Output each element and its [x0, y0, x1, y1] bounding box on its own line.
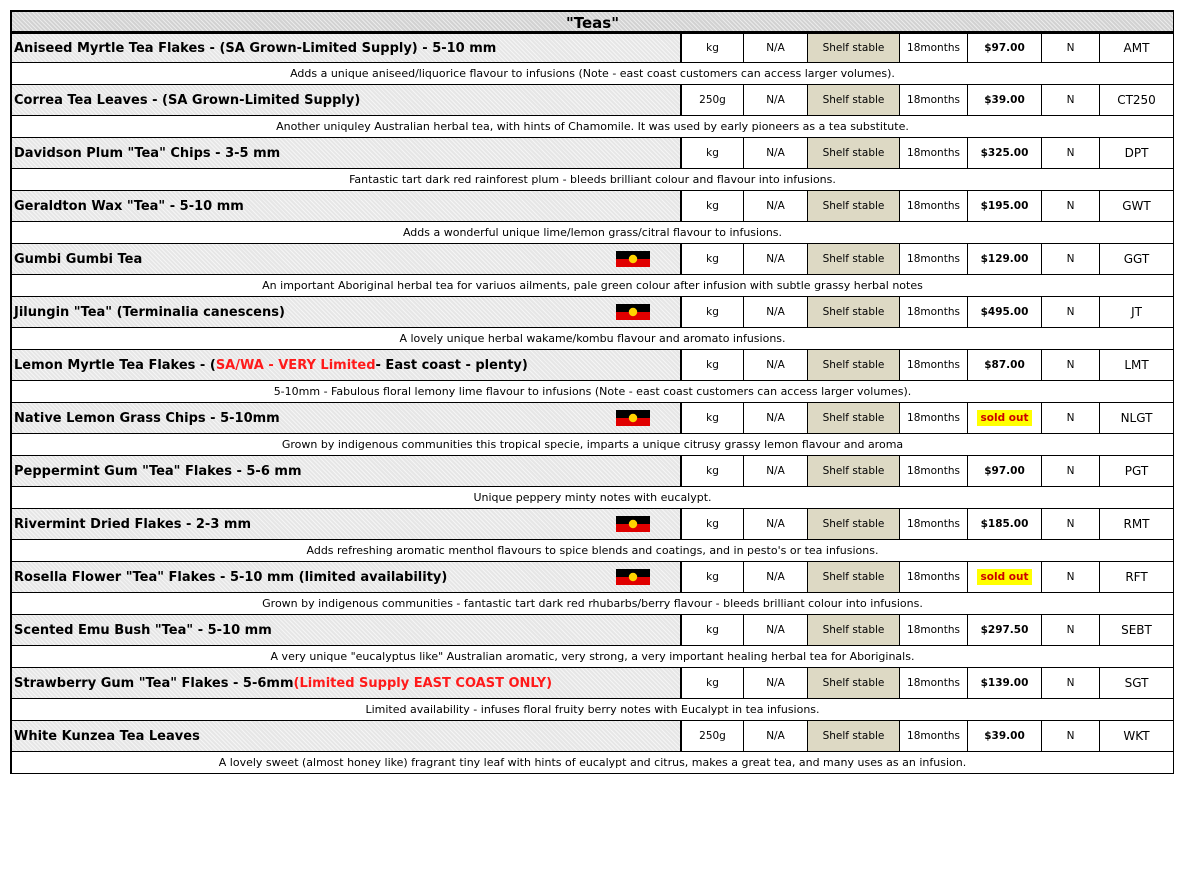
product-name: Geraldton Wax "Tea" - 5-10 mm	[14, 198, 244, 214]
n-cell: N	[1042, 615, 1100, 645]
product-row	[12, 403, 1174, 434]
price-cell	[968, 297, 1042, 327]
unit-cell: kg	[682, 34, 744, 62]
product-description: Grown by indigenous communities - fantastic tart dark red rhubarbs/berry flavour - bleeds brilliant colour into infusions.	[12, 593, 1174, 615]
product-description: Unique peppery minty notes with eucalypt.	[12, 487, 1174, 509]
product-name: Aniseed Myrtle Tea Flakes - (SA Grown-Limited Supply) - 5-10 mm	[14, 40, 497, 56]
product-description: Limited availability - infuses floral fruity berry notes with Eucalypt in tea infusions.	[12, 699, 1174, 721]
product-code-cell: CT250	[1100, 85, 1174, 115]
storage-cell: Shelf stable	[808, 456, 900, 486]
product-row	[12, 562, 1174, 593]
price-value: $297.50	[980, 624, 1029, 636]
na-cell: N/A	[744, 34, 808, 62]
storage-cell: Shelf stable	[808, 562, 900, 592]
product-code-cell: DPT	[1100, 138, 1174, 168]
shelf-life-cell: 18months	[900, 34, 968, 62]
na-cell: N/A	[744, 350, 808, 380]
price-value: $97.00	[984, 42, 1025, 54]
product-name: Rosella Flower "Tea" Flakes - 5-10 mm (limited availability)	[14, 569, 448, 585]
price-value: $39.00	[984, 730, 1025, 742]
storage-cell: Shelf stable	[808, 615, 900, 645]
product-code-cell: WKT	[1100, 721, 1174, 751]
product-description: 5-10mm - Fabulous floral lemony lime flavour to infusions (Note - east coast customers can access larger volumes).	[12, 381, 1174, 403]
product-name: Native Lemon Grass Chips - 5-10mm	[14, 410, 280, 426]
product-code-cell: SGT	[1100, 668, 1174, 698]
aboriginal-flag-icon	[616, 304, 650, 320]
product-name-cell	[12, 34, 682, 62]
product-name: Correa Tea Leaves - (SA Grown-Limited Supply)	[14, 92, 361, 108]
product-description: A lovely sweet (almost honey like) fragrant tiny leaf with hints of eucalypt and citrus, makes a great tea, and many uses as an infusion.	[12, 752, 1174, 774]
price-value: $195.00	[980, 200, 1029, 212]
product-name: Lemon Myrtle Tea Flakes - (	[14, 357, 216, 373]
n-cell: N	[1042, 509, 1100, 539]
na-cell: N/A	[744, 191, 808, 221]
product-name: White Kunzea Tea Leaves	[14, 728, 200, 744]
product-row	[12, 721, 1174, 752]
sold-out-badge: sold out	[977, 410, 1033, 426]
product-code-cell: GWT	[1100, 191, 1174, 221]
product-description: Adds refreshing aromatic menthol flavours to spice blends and coatings, and in pesto's or tea infusions.	[12, 540, 1174, 562]
price-cell	[968, 615, 1042, 645]
price-cell	[968, 721, 1042, 751]
unit-cell: kg	[682, 191, 744, 221]
n-cell: N	[1042, 668, 1100, 698]
na-cell: N/A	[744, 85, 808, 115]
product-description: Grown by indigenous communities this tropical specie, imparts a unique citrusy grassy lemon flavour and aroma	[12, 434, 1174, 456]
unit-cell: 250g	[682, 721, 744, 751]
product-code-cell: NLGT	[1100, 403, 1174, 433]
aboriginal-flag-icon	[616, 410, 650, 426]
na-cell: N/A	[744, 668, 808, 698]
price-cell	[968, 34, 1042, 62]
product-row	[12, 297, 1174, 328]
unit-cell: kg	[682, 668, 744, 698]
aboriginal-flag-icon	[616, 251, 650, 267]
storage-cell: Shelf stable	[808, 403, 900, 433]
sold-out-badge: sold out	[977, 569, 1033, 585]
product-name: Rivermint Dried Flakes - 2-3 mm	[14, 516, 251, 532]
price-cell	[968, 509, 1042, 539]
storage-cell: Shelf stable	[808, 721, 900, 751]
product-name-cell	[12, 297, 682, 327]
na-cell: N/A	[744, 721, 808, 751]
product-name-cell	[12, 85, 682, 115]
storage-cell: Shelf stable	[808, 350, 900, 380]
availability-note: (Limited Supply EAST COAST ONLY)	[293, 675, 553, 691]
unit-cell: 250g	[682, 85, 744, 115]
price-cell	[968, 562, 1042, 592]
product-name-cell	[12, 721, 682, 751]
product-name-cell	[12, 615, 682, 645]
product-rows	[12, 32, 1174, 774]
n-cell: N	[1042, 297, 1100, 327]
product-row	[12, 668, 1174, 699]
product-description: Another uniquley Australian herbal tea, with hints of Chamomile. It was used by early pioneers as a tea substitute.	[12, 116, 1174, 138]
product-name-cell	[12, 244, 682, 274]
product-description: Adds a wonderful unique lime/lemon grass/citral flavour to infusions.	[12, 222, 1174, 244]
shelf-life-cell: 18months	[900, 244, 968, 274]
shelf-life-cell: 18months	[900, 297, 968, 327]
price-cell	[968, 85, 1042, 115]
na-cell: N/A	[744, 403, 808, 433]
price-cell	[968, 456, 1042, 486]
n-cell: N	[1042, 350, 1100, 380]
product-name-cell	[12, 191, 682, 221]
product-name-cell	[12, 509, 682, 539]
product-row	[12, 350, 1174, 381]
product-row	[12, 456, 1174, 487]
na-cell: N/A	[744, 509, 808, 539]
product-row	[12, 244, 1174, 275]
price-value: $325.00	[980, 147, 1029, 159]
shelf-life-cell: 18months	[900, 350, 968, 380]
aboriginal-flag-icon	[616, 569, 650, 585]
price-cell	[968, 244, 1042, 274]
product-description: A very unique "eucalyptus like" Australian aromatic, very strong, a very important healing herbal tea for Aboriginals.	[12, 646, 1174, 668]
unit-cell: kg	[682, 403, 744, 433]
product-name-suffix: - East coast - plenty)	[375, 357, 528, 373]
n-cell: N	[1042, 403, 1100, 433]
product-name-cell	[12, 403, 682, 433]
product-name: Scented Emu Bush "Tea" - 5-10 mm	[14, 622, 272, 638]
shelf-life-cell: 18months	[900, 191, 968, 221]
product-name: Gumbi Gumbi Tea	[14, 251, 143, 267]
unit-cell: kg	[682, 562, 744, 592]
price-cell	[968, 138, 1042, 168]
price-cell	[968, 668, 1042, 698]
shelf-life-cell: 18months	[900, 403, 968, 433]
shelf-life-cell: 18months	[900, 562, 968, 592]
product-code-cell: PGT	[1100, 456, 1174, 486]
shelf-life-cell: 18months	[900, 668, 968, 698]
storage-cell: Shelf stable	[808, 509, 900, 539]
shelf-life-cell: 18months	[900, 138, 968, 168]
product-name-cell	[12, 668, 682, 698]
product-description: Adds a unique aniseed/liquorice flavour to infusions (Note - east coast customers can access larger volumes).	[12, 63, 1174, 85]
storage-cell: Shelf stable	[808, 297, 900, 327]
shelf-life-cell: 18months	[900, 721, 968, 751]
n-cell: N	[1042, 562, 1100, 592]
price-value: $495.00	[980, 306, 1029, 318]
unit-cell: kg	[682, 350, 744, 380]
n-cell: N	[1042, 191, 1100, 221]
na-cell: N/A	[744, 138, 808, 168]
na-cell: N/A	[744, 615, 808, 645]
unit-cell: kg	[682, 297, 744, 327]
shelf-life-cell: 18months	[900, 456, 968, 486]
price-value: $185.00	[980, 518, 1029, 530]
price-value: $97.00	[984, 465, 1025, 477]
aboriginal-flag-icon	[616, 516, 650, 532]
price-value: $139.00	[980, 677, 1029, 689]
unit-cell: kg	[682, 509, 744, 539]
price-value: $87.00	[984, 359, 1025, 371]
product-name-cell	[12, 138, 682, 168]
storage-cell: Shelf stable	[808, 85, 900, 115]
product-code-cell: AMT	[1100, 34, 1174, 62]
product-code-cell: GGT	[1100, 244, 1174, 274]
product-code-cell: SEBT	[1100, 615, 1174, 645]
product-name-cell	[12, 456, 682, 486]
n-cell: N	[1042, 721, 1100, 751]
product-code-cell: RFT	[1100, 562, 1174, 592]
n-cell: N	[1042, 138, 1100, 168]
product-name-cell	[12, 350, 682, 380]
price-value: $129.00	[980, 253, 1029, 265]
storage-cell: Shelf stable	[808, 668, 900, 698]
storage-cell: Shelf stable	[808, 138, 900, 168]
unit-cell: kg	[682, 244, 744, 274]
shelf-life-cell: 18months	[900, 615, 968, 645]
product-row	[12, 85, 1174, 116]
product-row	[12, 32, 1174, 63]
product-row	[12, 615, 1174, 646]
na-cell: N/A	[744, 244, 808, 274]
price-value: $39.00	[984, 94, 1025, 106]
product-code-cell: LMT	[1100, 350, 1174, 380]
shelf-life-cell: 18months	[900, 509, 968, 539]
product-row	[12, 191, 1174, 222]
product-description: A lovely unique herbal wakame/kombu flavour and aromato infusions.	[12, 328, 1174, 350]
product-code-cell: RMT	[1100, 509, 1174, 539]
na-cell: N/A	[744, 297, 808, 327]
product-description: Fantastic tart dark red rainforest plum - bleeds brilliant colour and flavour into infusions.	[12, 169, 1174, 191]
product-code-cell: JT	[1100, 297, 1174, 327]
storage-cell: Shelf stable	[808, 244, 900, 274]
sheet-title: "Teas"	[12, 10, 1174, 32]
product-row	[12, 138, 1174, 169]
product-row	[12, 509, 1174, 540]
n-cell: N	[1042, 456, 1100, 486]
price-cell	[968, 350, 1042, 380]
product-name: Strawberry Gum "Tea" Flakes - 5-6mm	[14, 675, 294, 691]
price-cell	[968, 403, 1042, 433]
unit-cell: kg	[682, 615, 744, 645]
tea-price-sheet	[10, 10, 1174, 774]
availability-note: SA/WA - VERY Limited	[215, 357, 376, 373]
product-name: Peppermint Gum "Tea" Flakes - 5-6 mm	[14, 463, 302, 479]
product-name: Davidson Plum "Tea" Chips - 3-5 mm	[14, 145, 281, 161]
storage-cell: Shelf stable	[808, 34, 900, 62]
product-name-cell	[12, 562, 682, 592]
n-cell: N	[1042, 244, 1100, 274]
price-cell	[968, 191, 1042, 221]
product-name: Jilungin "Tea" (Terminalia canescens)	[14, 304, 285, 320]
product-description: An important Aboriginal herbal tea for variuos ailments, pale green colour after infusion with subtle grassy herbal notes	[12, 275, 1174, 297]
n-cell: N	[1042, 85, 1100, 115]
na-cell: N/A	[744, 562, 808, 592]
na-cell: N/A	[744, 456, 808, 486]
unit-cell: kg	[682, 456, 744, 486]
unit-cell: kg	[682, 138, 744, 168]
shelf-life-cell: 18months	[900, 85, 968, 115]
n-cell: N	[1042, 34, 1100, 62]
storage-cell: Shelf stable	[808, 191, 900, 221]
